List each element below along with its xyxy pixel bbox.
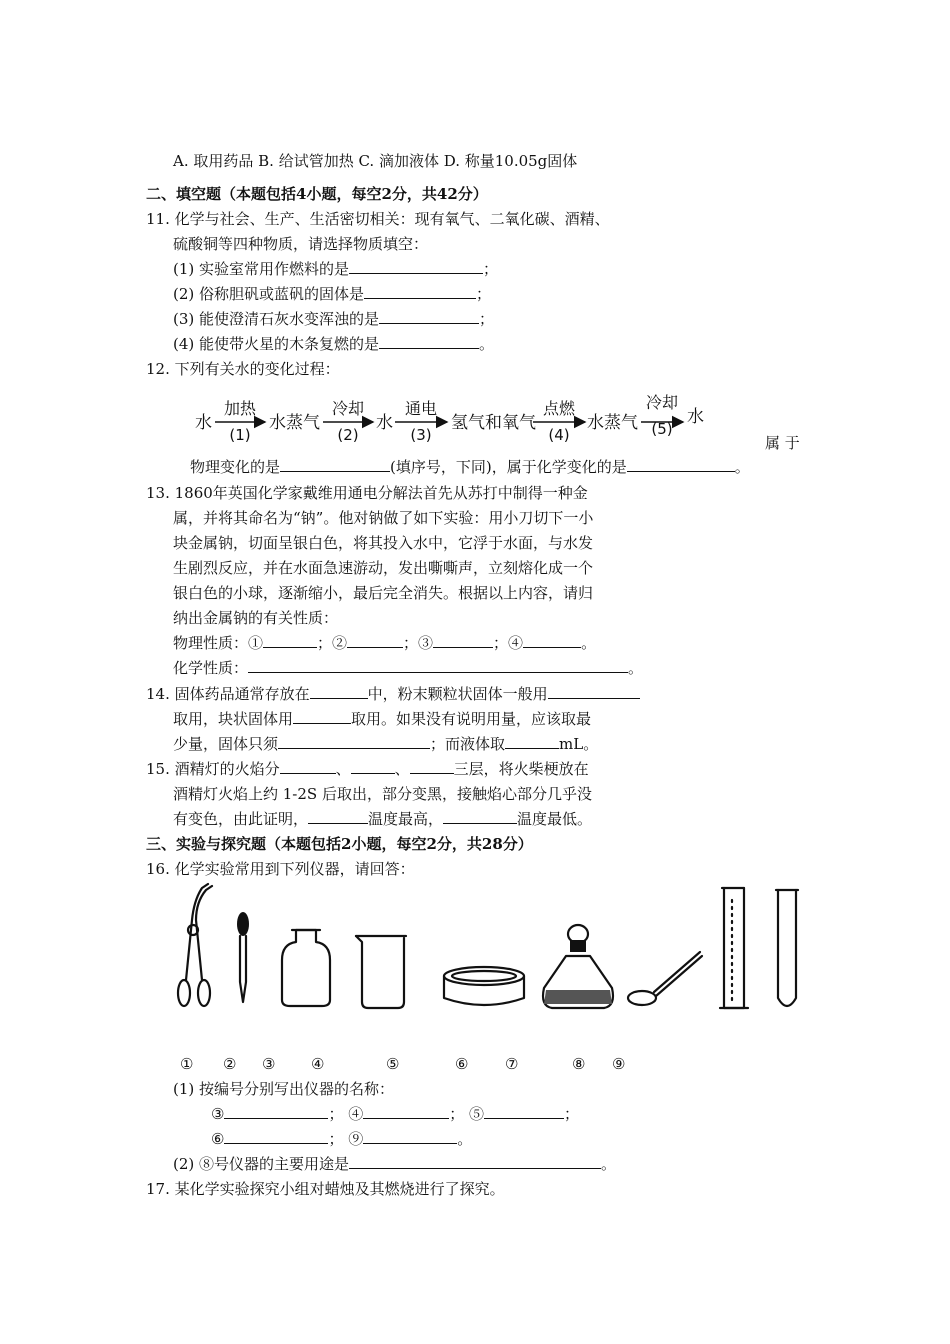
answer-blank[interactable] [224, 1103, 328, 1119]
wide-mouth-bottle-icon [282, 930, 330, 1006]
answer-blank[interactable] [347, 632, 403, 648]
q13-line4: 生剧烈反应，并在水面急速游动，发出嘶嘶声，立刻熔化成一个 [173, 559, 594, 577]
instrument-number: ⑦ [505, 1055, 519, 1073]
q13-line6: 纳出金属钠的有关性质： [173, 609, 339, 627]
answer-blank[interactable] [505, 733, 559, 749]
answer-blank[interactable] [263, 632, 317, 648]
q16-part1: (1) 按编号分别写出仪器的名称： [173, 1080, 395, 1098]
graduated-cylinder-icon [720, 888, 748, 1008]
q11-part3: (3) 能使澄清石灰水变浑浊的是 ； [173, 310, 495, 328]
answer-blank[interactable] [484, 1103, 564, 1119]
answer-blank[interactable] [248, 657, 628, 673]
answer-blank[interactable] [627, 456, 735, 472]
q15-line1: 15. 酒精灯的火焰分 、 、 三层，将火柴梗放在 [146, 760, 589, 778]
answer-blank[interactable] [363, 1128, 457, 1144]
instrument-number: ⑥ [455, 1055, 469, 1073]
q13-line2: 属，并将其命名为“钠”。他对钠做了如下实验：用小刀切下一小 [173, 509, 594, 527]
flow-step: (4) [548, 426, 570, 444]
answer-blank[interactable] [351, 758, 395, 774]
medicine-spoon-icon [628, 952, 702, 1005]
evaporating-dish-icon [444, 967, 524, 1005]
alcohol-lamp-icon [543, 925, 613, 1008]
crucible-tongs-icon [178, 884, 212, 1006]
q13-chemical-properties: 化学性质： 。 [173, 659, 644, 677]
beaker-icon [356, 936, 406, 1008]
q11-part2: (2) 俗称胆矾或蓝矾的固体是 ； [173, 285, 492, 303]
answer-blank[interactable] [443, 808, 517, 824]
q12-line2: 物理变化的是 (填序号，下同)，属于化学变化的是 。 [190, 458, 750, 476]
q16-row1: ③ ； ④ ； ⑤ ； [211, 1105, 580, 1123]
flow-node: 水 [195, 413, 212, 433]
flow-condition: 冷却 [645, 393, 679, 412]
answer-blank[interactable] [310, 683, 368, 699]
water-change-flow-diagram [193, 394, 723, 450]
q13-physical-properties: 物理性质：① ；② ；③ ；④ 。 [173, 634, 597, 652]
answer-blank[interactable] [379, 333, 479, 349]
q12-line1: 12. 下列有关水的变化过程： [146, 360, 340, 378]
q10-options: A. 取用药品 B. 给试管加热 C. 滴加液体 D. 称量10.05g固体 [173, 152, 578, 170]
answer-blank[interactable] [410, 758, 454, 774]
q17-line1: 17. 某化学实验探究小组对蜡烛及其燃烧进行了探究。 [146, 1180, 505, 1198]
section2-title: 二、填空题（本题包括4小题，每空2分，共42分） [146, 185, 488, 203]
test-tube-icon [776, 890, 798, 1006]
answer-blank[interactable] [349, 258, 483, 274]
q16-part2: (2) ⑧号仪器的主要用途是 。 [173, 1155, 617, 1173]
answer-blank[interactable] [349, 1153, 601, 1169]
instrument-number: ⑤ [386, 1055, 400, 1073]
flow-step: (5) [651, 420, 673, 438]
instrument-number: ⑨ [612, 1055, 626, 1073]
answer-blank[interactable] [433, 632, 493, 648]
answer-blank[interactable] [548, 683, 640, 699]
answer-blank[interactable] [224, 1128, 328, 1144]
q11-part1: (1) 实验室常用作燃料的是 ； [173, 260, 499, 278]
flow-step: (2) [337, 426, 359, 444]
answer-blank[interactable] [364, 283, 476, 299]
flow-condition: 通电 [404, 399, 438, 418]
section3-title: 三、实验与探究题（本题包括2小题，每空2分，共28分） [146, 835, 533, 853]
flow-condition: 点燃 [542, 399, 576, 418]
q11-line1: 11. 化学与社会、生产、生活密切相关：现有氧气、二氧化碳、酒精、 [146, 210, 610, 228]
dropper-icon [237, 912, 249, 1002]
answer-blank[interactable] [280, 456, 390, 472]
instrument-number: ① [180, 1055, 194, 1073]
instrument-number: ③ [262, 1055, 276, 1073]
flow-node: 水蒸气 [587, 413, 638, 433]
instrument-number: ④ [311, 1055, 325, 1073]
q15-line2: 酒精灯火焰上约 1-2S 后取出，部分变黑，接触焰心部分几乎没 [173, 785, 592, 803]
q13-line1: 13. 1860年英国化学家戴维用通电分解法首先从苏打中制得一种金 [146, 484, 588, 502]
answer-blank[interactable] [293, 708, 351, 724]
flow-condition: 加热 [223, 399, 257, 418]
flow-node: 氢气和氧气 [451, 413, 536, 433]
answer-blank[interactable] [278, 733, 430, 749]
instrument-number: ⑧ [572, 1055, 586, 1073]
answer-blank[interactable] [280, 758, 336, 774]
instrument-number: ② [223, 1055, 237, 1073]
answer-blank[interactable] [363, 1103, 449, 1119]
flow-node: 水 [687, 407, 704, 427]
flow-condition: 冷却 [331, 399, 365, 418]
lab-instruments-figure [172, 880, 812, 1020]
flow-node: 水 [376, 413, 393, 433]
q16-line1: 16. 化学实验常用到下列仪器，请回答： [146, 860, 415, 878]
flow-step: (3) [410, 426, 432, 444]
q15-line3: 有变色，由此证明， 温度最高， 温度最低。 [173, 810, 593, 828]
q13-line3: 块金属钠，切面呈银白色，将其投入水中，它浮于水面，与水发 [173, 534, 594, 552]
q16-row2: ⑥ ； ⑨ 。 [211, 1130, 473, 1148]
answer-blank[interactable] [379, 308, 479, 324]
q14-line2: 取用，块状固体用 取用。如果没有说明用量，应该取最 [173, 710, 592, 728]
q11-line2: 硫酸铜等四种物质，请选择物质填空： [173, 235, 429, 253]
q14-line3: 少量，固体只须 ；而液体取 mL。 [173, 735, 599, 753]
answer-blank[interactable] [308, 808, 368, 824]
flow-node: 水蒸气 [269, 413, 320, 433]
q13-line5: 银白色的小球，逐渐缩小，最后完全消失。根据以上内容，请归 [173, 584, 594, 602]
answer-blank[interactable] [523, 632, 581, 648]
q11-part4: (4) 能使带火星的木条复燃的是 。 [173, 335, 495, 353]
q14-line1: 14. 固体药品通常存放在 中，粉末颗粒状固体一般用 [146, 683, 640, 705]
q12-shuyu: 属 于 [765, 434, 800, 452]
flow-step: (1) [229, 426, 251, 444]
